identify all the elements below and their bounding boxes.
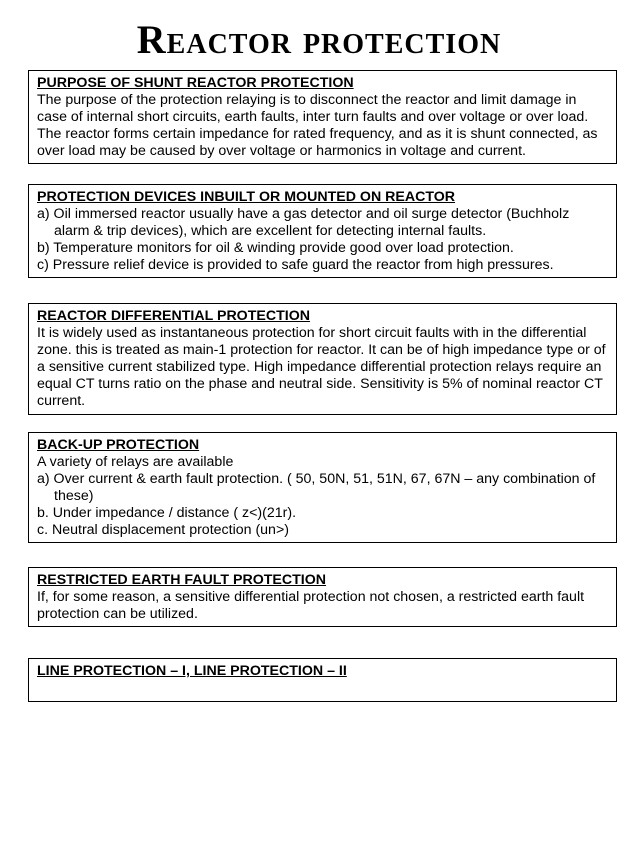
section-protection-devices [28, 184, 617, 278]
section-heading: LINE PROTECTION – I, LINE PROTECTION – II [37, 663, 347, 679]
section-heading: REACTOR DIFFERENTIAL PROTECTION [37, 308, 310, 324]
section-intro: A variety of relays are available [37, 454, 234, 470]
section-shunt-reactor-purpose [28, 70, 617, 164]
section-heading: PROTECTION DEVICES INBUILT OR MOUNTED ON REACTOR [37, 189, 456, 205]
section-backup-protection [28, 432, 617, 543]
section-text: The purpose of the protection relaying is to disconnect the reactor and limit damage in case of internal short circuits, earth faults, inter turn faults and over voltage or over load. The reactor forms certain impedance for rated frequency, and as it is shunt connected, as over load may be caused by over voltage or harmonics in voltage and current. [37, 92, 598, 159]
list-item: a) Over current & earth fault protection. ( 50, 50N, 51, 51N, 67, 67N – any combination of these) [37, 471, 596, 504]
section-heading: BACK-UP PROTECTION [37, 437, 200, 453]
section-heading: PURPOSE OF SHUNT REACTOR PROTECTION [37, 75, 354, 91]
list-item: c. Neutral displacement protection (un>) [37, 522, 289, 538]
list-item: b. Under impedance / distance ( z<)(21r). [37, 505, 297, 521]
section-reactor-differential [28, 303, 617, 415]
list-item: c) Pressure relief device is provided to safe guard the reactor from high pressures. [37, 257, 554, 273]
list-item: b) Temperature monitors for oil & winding provide good over load protection. [37, 240, 514, 256]
section-text: If, for some reason, a sensitive differential protection not chosen, a restricted earth fault protection can be utilized. [37, 589, 585, 622]
section-text: It is widely used as instantaneous protection for short circuit faults with in the differential zone. this is treated as main-1 protection for reactor. It can be of high impedance type or of a sensitive current stabilized type. High impedance differential protection relays require an equal CT turns ratio on the phase and neutral side. Sensitivity is 5% of nominal reactor CT current. [37, 325, 606, 409]
section-line-protection [28, 658, 617, 702]
list-item: a) Oil immersed reactor usually have a gas detector and oil surge detector (Buchholz alarm & trip devices), which are excellent for detecting internal faults. [37, 206, 570, 239]
page-title: Reactor protection [136, 17, 502, 62]
section-heading: RESTRICTED EARTH FAULT PROTECTION [37, 572, 326, 588]
section-restricted-earth-fault [28, 567, 617, 627]
